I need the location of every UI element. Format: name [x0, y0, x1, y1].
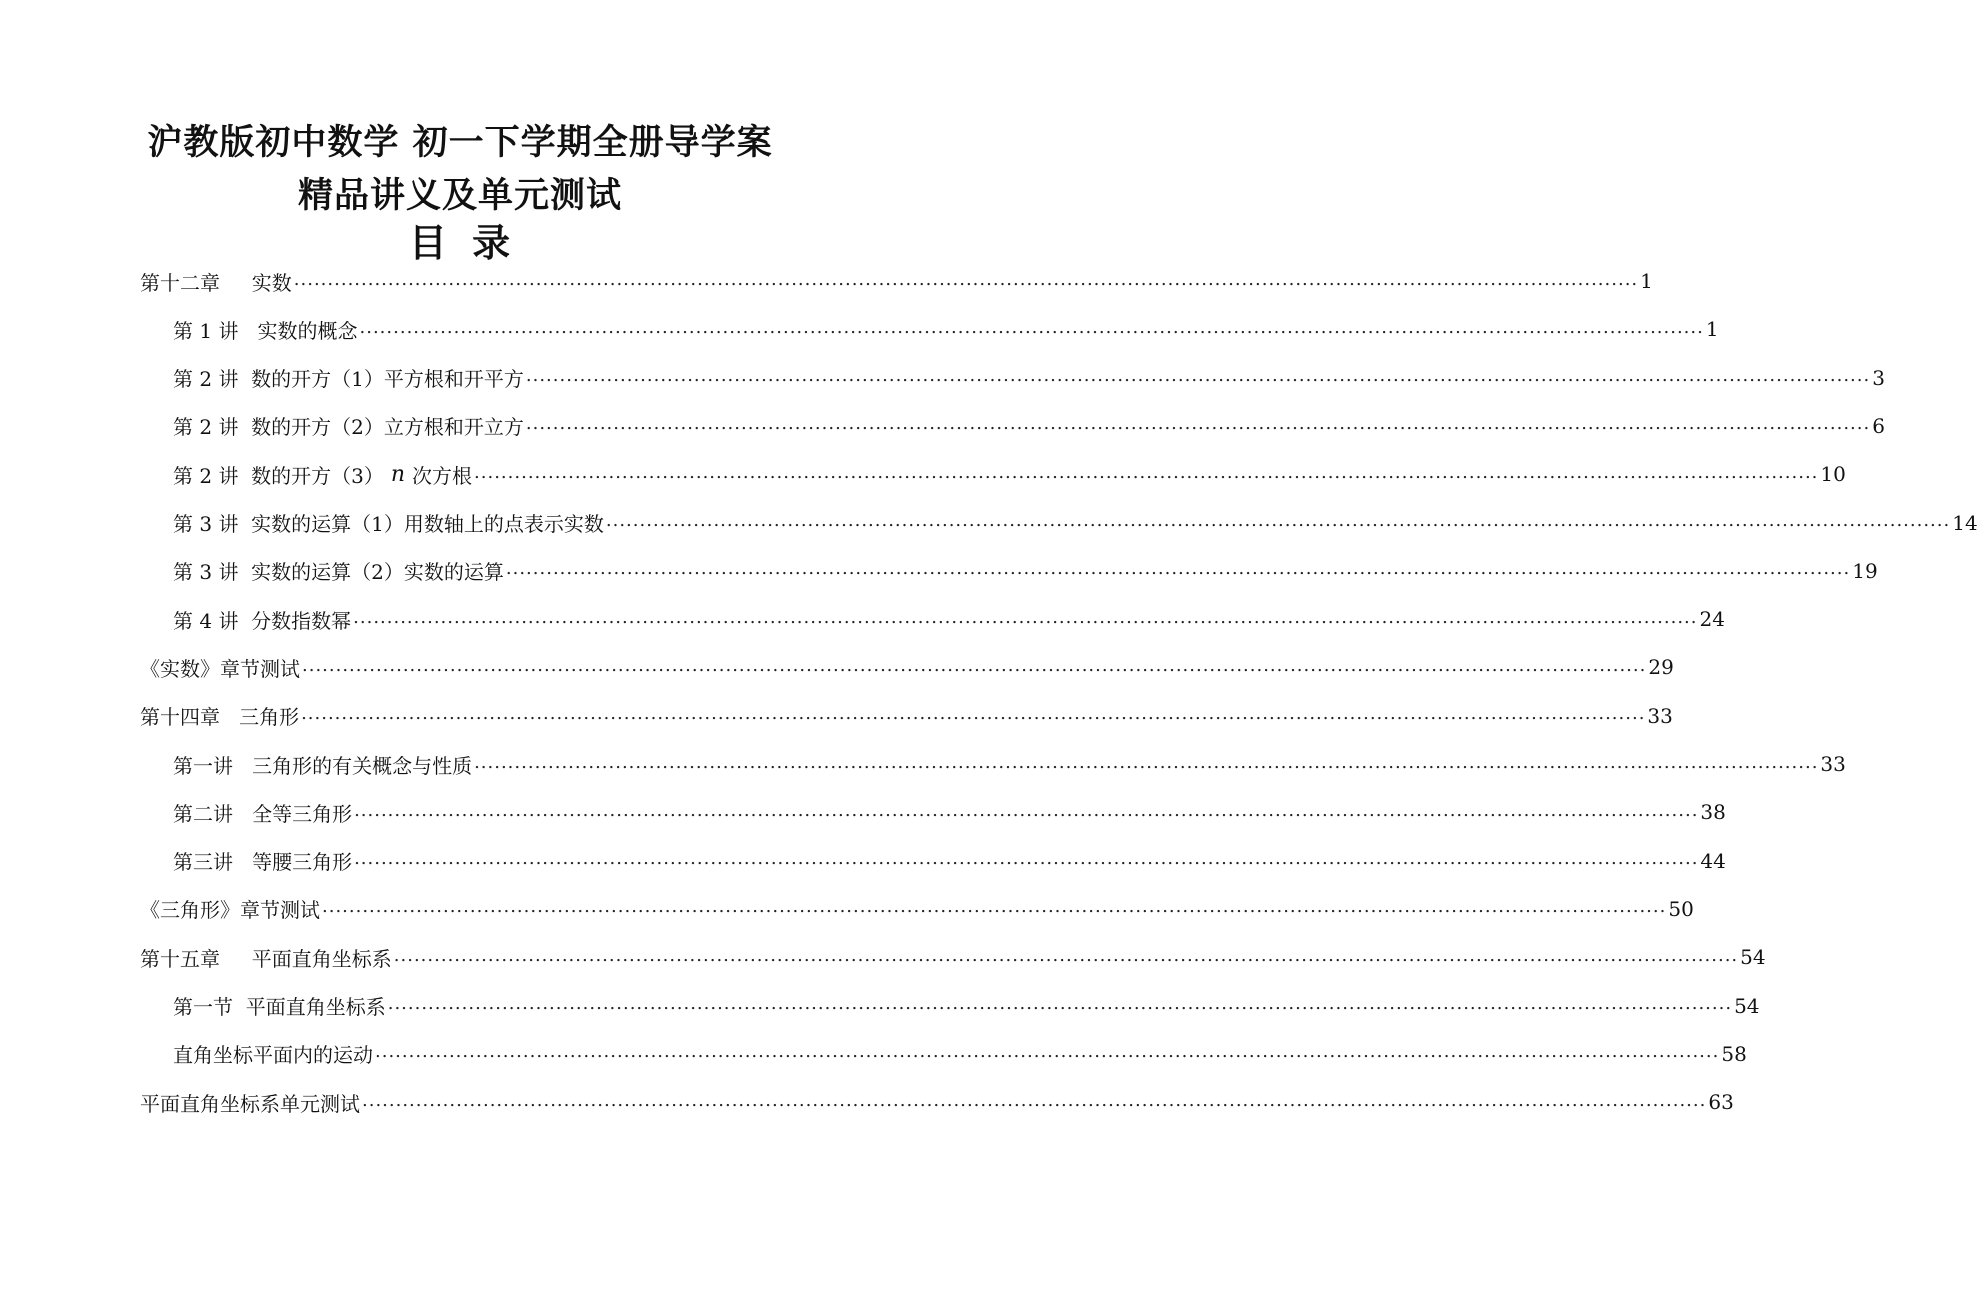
toc-entry-label: 平面直角坐标系单元测试	[140, 1091, 360, 1116]
toc-entry-label-rest: 次方根	[412, 463, 473, 488]
toc-entry-label: 第十二章 实数	[140, 270, 292, 295]
dot-leader: ........................................................................................................................................................................................................	[375, 1041, 1720, 1063]
toc-entry-page-number: 14	[1952, 510, 1978, 535]
toc-entry-page-number: 33	[1647, 703, 1673, 728]
dot-leader: ........................................................................................................................................................................................................	[525, 365, 1871, 387]
toc-entry-label: 第一讲 三角形的有关概念与性质	[173, 753, 473, 778]
toc-entry-page-number: 3	[1872, 365, 1885, 390]
dot-leader: ........................................................................................................................................................................................................	[353, 606, 1698, 628]
toc-entry[interactable]	[140, 1078, 1734, 1126]
toc-entry-label: 第 4 讲 分数指数幂	[173, 608, 352, 633]
toc-entry-page-number: 50	[1668, 896, 1694, 921]
dot-leader: ........................................................................................................................................................................................................	[525, 413, 1871, 435]
toc-entry-page-number: 1	[1705, 317, 1719, 342]
dot-leader: ........................................................................................................................................................................................................	[322, 896, 1667, 918]
toc-entry[interactable]	[173, 740, 1846, 788]
dot-leader: ........................................................................................................................................................................................................	[605, 510, 1951, 531]
toc-entry-page-number: 63	[1708, 1090, 1734, 1115]
dot-leader: ........................................................................................................................................................................................................	[293, 268, 1639, 290]
toc-entry[interactable]	[140, 643, 1674, 691]
toc-entry-variable: n	[383, 461, 413, 487]
toc-entry[interactable]	[140, 885, 1694, 933]
toc-entry[interactable]	[173, 499, 1978, 547]
toc-entry-label: 第十四章 三角形	[140, 705, 300, 730]
toc-entry-page-number: 54	[1734, 993, 1760, 1018]
dot-leader: ........................................................................................................................................................................................................	[393, 944, 1739, 966]
toc-entry-label: 第 2 讲 数的开方（2）立方根和开立方	[173, 415, 524, 440]
toc-entry[interactable]	[140, 933, 1766, 981]
toc-entry-page-number: 54	[1740, 945, 1766, 970]
toc-entry-page-number: 24	[1699, 607, 1725, 632]
toc-entry-label: 第十五章 平面直角坐标系	[140, 946, 392, 971]
toc-entry-page-number: 58	[1721, 1041, 1747, 1066]
toc-entry-label: 第 1 讲 实数的概念	[173, 318, 358, 343]
toc-entry[interactable]	[173, 982, 1760, 1030]
toc-entry-label: 《实数》章节测试	[140, 656, 300, 681]
toc-entry[interactable]	[173, 595, 1725, 643]
dot-leader: ........................................................................................................................................................................................................	[354, 848, 1699, 870]
toc-entry[interactable]	[140, 257, 1653, 305]
toc-entry-label: 《三角形》章节测试	[140, 898, 320, 923]
toc-entry-label: 第三讲 等腰三角形	[173, 850, 353, 875]
toc-entry[interactable]	[140, 692, 1673, 740]
dot-leader: ........................................................................................................................................................................................................	[302, 654, 1647, 676]
toc-entry[interactable]	[173, 788, 1726, 836]
toc-entry[interactable]	[173, 402, 1885, 450]
toc-entry-page-number: 38	[1700, 800, 1726, 825]
toc-entry-label: 第 2 讲 数的开方（1）平方根和开平方	[173, 367, 524, 392]
toc-entry-page-number: 10	[1820, 462, 1846, 487]
document-subtitle: 精品讲义及单元测试	[297, 176, 622, 216]
toc-entry-label: 第二讲 全等三角形	[173, 801, 353, 826]
dot-leader: ........................................................................................................................................................................................................	[362, 1089, 1707, 1111]
document-title: 沪教版初中数学 初一下学期全册导学案	[147, 123, 773, 163]
toc-entry-page-number: 33	[1820, 752, 1846, 776]
dot-leader: ........................................................................................................................................................................................................	[354, 799, 1699, 821]
toc-entry[interactable]	[173, 450, 1846, 498]
toc-entry-label: 第 3 讲 实数的运算（1）用数轴上的点表示实数	[173, 512, 604, 536]
toc-entry-label: 第一节 平面直角坐标系	[173, 995, 386, 1019]
toc-entry-page-number: 6	[1872, 413, 1885, 438]
toc-entry-label: 直角坐标平面内的运动	[173, 1043, 373, 1068]
toc-entry-label: 第 3 讲 实数的运算（2）实数的运算	[173, 560, 504, 585]
toc-entry-page-number: 19	[1852, 558, 1878, 583]
toc-entry[interactable]	[173, 1030, 1747, 1078]
toc-entry[interactable]	[173, 354, 1885, 402]
toc-entry-page-number: 1	[1640, 269, 1653, 293]
dot-leader: ........................................................................................................................................................................................................	[387, 993, 1733, 1014]
dot-leader: ........................................................................................................................................................................................................	[474, 461, 1819, 483]
toc-entry-label: 第 2 讲 数的开方（3）	[173, 463, 384, 488]
dot-leader: ........................................................................................................................................................................................................	[474, 751, 1819, 773]
toc-entry[interactable]	[173, 547, 1878, 595]
dot-leader: ........................................................................................................................................................................................................	[301, 703, 1646, 725]
dot-leader: ........................................................................................................................................................................................................	[505, 558, 1851, 580]
toc-entry[interactable]	[173, 305, 1719, 353]
toc-entry-page-number: 44	[1700, 848, 1726, 873]
toc-entry-page-number: 29	[1648, 655, 1674, 680]
toc-heading: 目 录	[408, 221, 512, 265]
toc-entry[interactable]	[173, 837, 1726, 885]
dot-leader: ........................................................................................................................................................................................................	[359, 316, 1704, 338]
